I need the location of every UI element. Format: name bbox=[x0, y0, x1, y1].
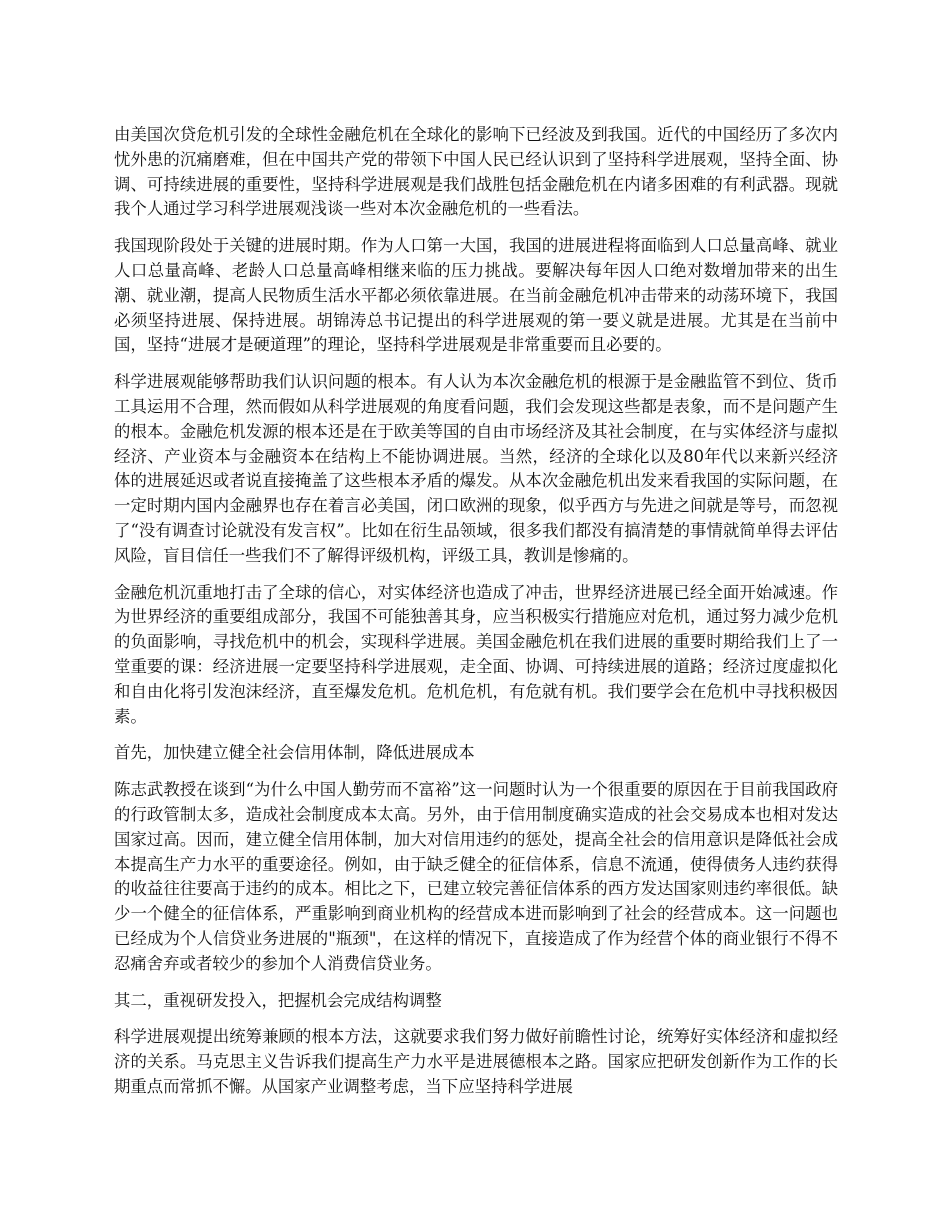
section-heading-credit-system: 首先，加快建立健全社会信用体制，降低进展成本 bbox=[114, 743, 475, 763]
paragraph-root-cause: 科学进展观能够帮助我们认识问题的根本。有人认为本次金融危机的根源于是金融监管不到位、货币工具运用不合理，然而假如从科学进展观的角度看问题，我们会发现这些都是表象，而不是问题产生的根本。金融危机发源的根本还是在于欧美等国的自由市场经济及其社会制度，在与实体经济与虚拟经济、产业资本与金融资本在结构上不能协调进展。当然，经济的全球化以及80年代以来新兴经济体的进展延迟或者说直接掩盖了这些根本矛盾的爆发。从本次金融危机出发来看我国的实际问题，在一定时期内国内金融界也存在着言必美国，闭口欧洲的现象，似乎西方与先进之间就是等号，而忽视了“没有调查讨论就没有发言权”。比如在衍生品领域，很多我们都没有搞清楚的事情就简单得去评估风险，盲目信任一些我们不了解得评级机构，评级工具，教训是惨痛的。 bbox=[114, 372, 838, 565]
paragraph-development-period: 我国现阶段处于关键的进展时期。作为人口第一大国，我国的进展进程将面临到人口总量高峰、就业人口总量高峰、老龄人口总量高峰相继来临的压力挑战。要解决每年因人口绝对数增加带来的出生潮、就业潮，提高人民物质生活水平都必须依靠进展。在当前金融危机冲击带来的动荡环境下，我国必须坚持进展、保持进展。胡锦涛总书记提出的科学进展观的第一要义就是进展。尤其是在当前中国，坚持“进展才是硬道理”的理论，坚持科学进展观是非常重要而且必要的。 bbox=[114, 236, 838, 355]
paragraph-crisis-impact: 金融危机沉重地打击了全球的信心，对实体经济也造成了冲击，世界经济进展已经全面开始减速。作为世界经济的重要组成部分，我国不可能独善其身，应当积极实行措施应对危机，通过努力减少危机的负面影响，寻找危机中的机会，实现科学进展。美国金融危机在我们进展的重要时期给我们上了一堂重要的课：经济进展一定要坚持科学进展观，走全面、协调、可持续进展的道路；经济过度虚拟化和自由化将引发泡沫经济，直至爆发危机。危机危机，有危就有机。我们要学会在危机中寻找积极因素。 bbox=[114, 582, 838, 726]
section-heading-rnd-investment: 其二，重视研发投入，把握机会完成结构调整 bbox=[114, 990, 442, 1010]
paragraph-credit-system: 陈志武教授在谈到“为什么中国人勤劳而不富裕”这一问题时认为一个很重要的原因在于目前我国政府的行政管制太多，造成社会制度成本太高。另外，由于信用制度确实造成的社会交易成本也相对发达国家过高。因而，建立健全信用体制，加大对信用违约的惩处，提高全社会的信用意识是降低社会成本提高生产力水平的重要途径。例如，由于缺乏健全的征信体系，信息不流通，使得债务人违约获得的收益往往要高于违约的成本。相比之下，已建立较完善征信体系的西方发达国家则违约率很低。缺少一个健全的征信体系，严重影响到商业机构的经营成本进而影响到了社会的经营成本。这一问题也已经成为个人信贷业务进展的"瓶颈"，在这样的情况下，直接造成了作为经营个体的商业银行不得不忍痛舍弃或者较少的参加个人消费信贷业务。 bbox=[114, 780, 838, 973]
paragraph-intro: 由美国次贷危机引发的全球性金融危机在全球化的影响下已经波及到我国。近代的中国经历了多次内忧外患的沉痛磨难，但在中国共产党的带领下中国人民已经认识到了坚持科学进展观，坚持全面、协调、可持续进展的重要性，坚持科学进展观是我们战胜包括金融危机在内诸多困难的有利武器。现就我个人通过学习科学进展观浅谈一些对本次金融危机的一些看法。 bbox=[114, 125, 838, 219]
paragraph-rnd-investment: 科学进展观提出统筹兼顾的根本方法，这就要求我们努力做好前瞻性讨论，统筹好实体经济和虚拟经济的关系。马克思主义告诉我们提高生产力水平是进展德根本之路。国家应把研发创新作为工作的长期重点而常抓不懈。从国家产业调整考虑，当下应坚持科学进展 bbox=[114, 1027, 838, 1096]
